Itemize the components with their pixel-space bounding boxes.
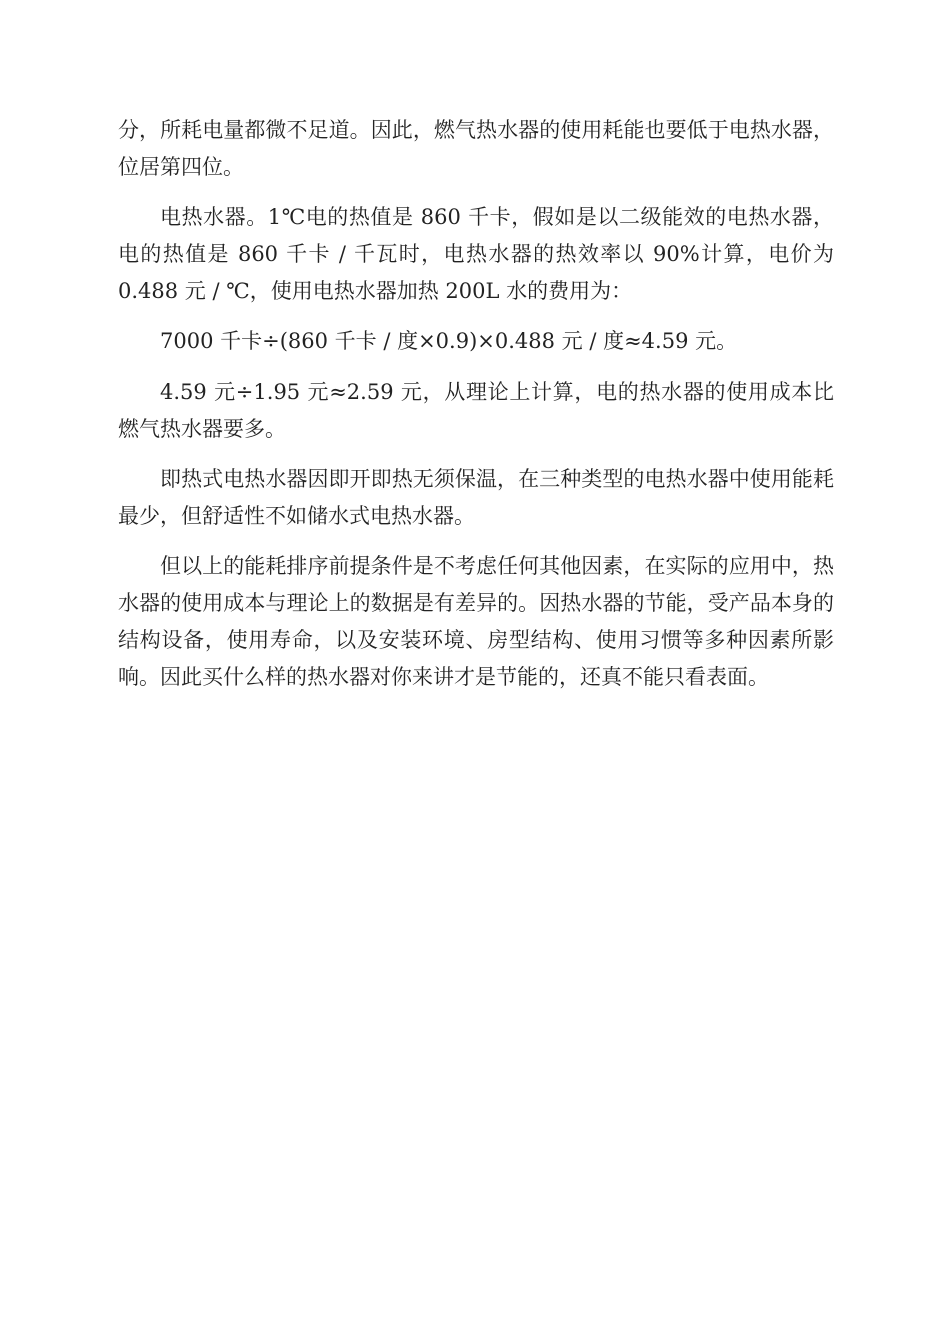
paragraph-formula: 7000 千卡÷(860 千卡 / 度×0.9)×0.488 元 / 度≈4.59 元。 [160,329,738,353]
document-body [118,112,834,709]
paragraph-continuation: 分，所耗电量都微不足道。因此，燃气热水器的使用耗能也要低于电热水器，位居第四位。 [118,118,834,179]
paragraph-conclusion: 但以上的能耗排序前提条件是不考虑任何其他因素，在实际的应用中，热水器的使用成本与理论上的数据是有差异的。因热水器的节能，受产品本身的结构设备，使用寿命，以及安装环境、房型结构、使用习惯等多种因素所影响。因此买什么样的热水器对你来讲才是节能的，还真不能只看表面。 [118,554,834,689]
paragraph-electric-heater-cost: 电热水器。1℃电的热值是 860 千卡，假如是以二级能效的电热水器，电的热值是 860 千卡 / 千瓦时，电热水器的热效率以 90%计算，电价为 0.488 元 / ℃，使用电热水器加热 200L 水的费用为： [118,205,834,303]
paragraph-cost-comparison: 4.59 元÷1.95 元≈2.59 元，从理论上计算，电的热水器的使用成本比燃气热水器要多。 [118,380,834,441]
paragraph-instant-heater: 即热式电热水器因即开即热无须保温，在三种类型的电热水器中使用能耗最少，但舒适性不如储水式电热水器。 [118,467,834,528]
